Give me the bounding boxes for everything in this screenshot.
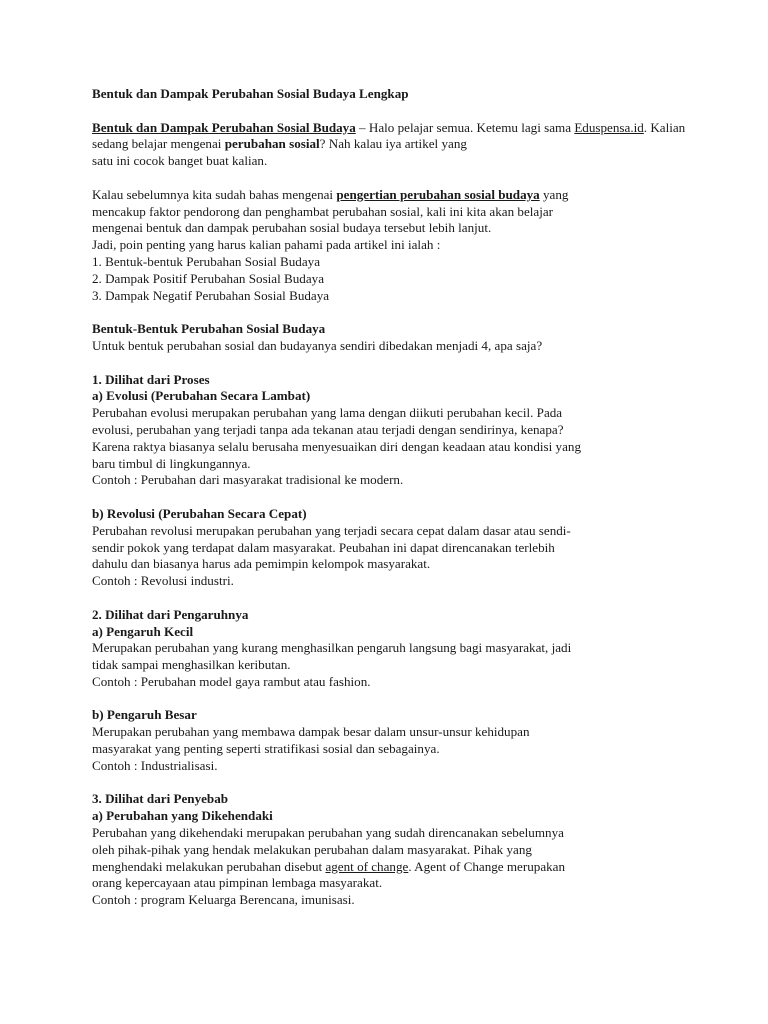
- spacer: [92, 489, 692, 506]
- paragraph-text: Karena raktya biasanya selalu berusaha menyesuaikan diri dengan keadaan atau kondisi yang: [92, 438, 582, 454]
- section-heading: Bentuk-Bentuk Perubahan Sosial Budaya: [92, 321, 326, 337]
- spacer: [92, 304, 692, 321]
- intro-text: . Kalian sedang belajar mengenai: [92, 119, 686, 152]
- item-heading: a) Pengaruh Kecil: [92, 623, 194, 639]
- paragraph-text: Kalau sebelumnya kita sudah bahas mengenai: [92, 186, 337, 202]
- item-heading: a) Evolusi (Perubahan Secara Lambat): [92, 388, 311, 404]
- paragraph-text: baru timbul di lingkungannya.: [92, 455, 251, 471]
- paragraph-text: evolusi, perubahan yang terjadi tanpa ada tekanan atau terjadi dengan sendirinya, kenapa?: [92, 421, 564, 437]
- agent-of-change-link[interactable]: agent of change: [325, 858, 409, 874]
- site-link[interactable]: Eduspensa.id: [574, 119, 644, 135]
- paragraph-text: Merupakan perubahan yang membawa dampak besar dalam unsur-unsur kehidupan: [92, 724, 530, 740]
- paragraph-text: Perubahan evolusi merupakan perubahan yang lama dengan diikuti perubahan kecil. Pada: [92, 405, 563, 421]
- item-heading: b) Revolusi (Perubahan Secara Cepat): [92, 505, 307, 521]
- paragraph-text: orang kepercayaan atau pimpinan lembaga masyarakat.: [92, 875, 383, 891]
- paragraph-text: Merupakan perubahan yang kurang menghasilkan pengaruh langsung bagi masyarakat, jadi: [92, 640, 572, 656]
- paragraph-text: Perubahan yang dikehendaki merupakan perubahan yang sudah direncanakan sebelumnya: [92, 825, 564, 841]
- intro-text: satu ini cocok banget buat kalian.: [92, 153, 268, 169]
- paragraph-text: . Agent of Change merupakan: [408, 858, 566, 874]
- paragraph-text: dahulu dan biasanya harus ada pemimpin kelompok masyarakat.: [92, 556, 431, 572]
- list-item: 3. Dampak Negatif Perubahan Sosial Budaya: [92, 287, 330, 303]
- bold-term: perubahan sosial: [224, 136, 320, 152]
- intro-text: – Halo pelajar semua. Ketemu lagi sama: [355, 119, 572, 135]
- context-paragraph: [92, 187, 692, 305]
- paragraph-text: sendir pokok yang terdapat dalam masyarakat. Peubahan ini dapat direncanakan terlebih: [92, 539, 555, 555]
- example-text: Contoh : Perubahan model gaya rambut atau fashion.: [92, 673, 371, 689]
- paragraph-text: mengenai bentuk dan dampak perubahan sosial budaya tersebut lebih lanjut.: [92, 220, 492, 236]
- pengertian-link[interactable]: pengertian perubahan sosial budaya: [336, 186, 540, 202]
- spacer: [92, 775, 692, 792]
- intro-text: ? Nah kalau iya artikel yang: [319, 136, 467, 152]
- paragraph-text: tidak sampai menghasilkan keributan.: [92, 657, 291, 673]
- paragraph-text: menghendaki melakukan perubahan disebut: [92, 858, 326, 874]
- item-heading: a) Perubahan yang Dikehendaki: [92, 808, 273, 824]
- section-pengaruh: [92, 607, 692, 691]
- list-item: 2. Dampak Positif Perubahan Sosial Budaya: [92, 270, 325, 286]
- paragraph-text: yang: [539, 186, 569, 202]
- subsection-heading: 1. Dilihat dari Proses: [92, 371, 210, 387]
- paragraph-text: mencakup faktor pendorong dan penghambat perubahan sosial, kali ini kita akan belajar: [92, 203, 554, 219]
- example-text: Contoh : Revolusi industri.: [92, 573, 234, 589]
- section-bentuk: [92, 321, 692, 355]
- section-pengaruh-besar: [92, 707, 692, 774]
- paragraph-text: oleh pihak-pihak yang hendak melakukan perubahan dalam masyarakat. Pihak yang: [92, 841, 532, 857]
- spacer: [92, 355, 692, 372]
- example-text: Contoh : program Keluarga Berencana, imunisasi.: [92, 892, 355, 908]
- spacer: [92, 170, 692, 187]
- spacer: [92, 103, 692, 120]
- example-text: Contoh : Perubahan dari masyarakat tradisional ke modern.: [92, 472, 404, 488]
- list-item: 1. Bentuk-bentuk Perubahan Sosial Budaya: [92, 253, 321, 269]
- paragraph-text: Untuk bentuk perubahan sosial dan budayanya sendiri dibedakan menjadi 4, apa saja?: [92, 337, 543, 353]
- document-page: [92, 86, 692, 909]
- spacer: [92, 691, 692, 708]
- example-text: Contoh : Industrialisasi.: [92, 757, 218, 773]
- subsection-heading: 2. Dilihat dari Pengaruhnya: [92, 606, 249, 622]
- paragraph-text: Jadi, poin penting yang harus kalian pahami pada artikel ini ialah :: [92, 237, 441, 253]
- section-penyebab: [92, 791, 692, 909]
- document-title: Bentuk dan Dampak Perubahan Sosial Budaya Lengkap: [92, 86, 409, 101]
- intro-title-link[interactable]: Bentuk dan Dampak Perubahan Sosial Budaya: [92, 119, 356, 135]
- section-proses: [92, 372, 692, 490]
- section-revolusi: [92, 506, 692, 590]
- subsection-heading: 3. Dilihat dari Penyebab: [92, 791, 229, 807]
- item-heading: b) Pengaruh Besar: [92, 707, 197, 723]
- paragraph-text: masyarakat yang penting seperti stratifikasi sosial dan sebagainya.: [92, 741, 440, 757]
- intro-paragraph: [92, 120, 692, 170]
- paragraph-text: Perubahan revolusi merupakan perubahan yang terjadi secara cepat dalam dasar atau sendi-: [92, 522, 571, 538]
- spacer: [92, 590, 692, 607]
